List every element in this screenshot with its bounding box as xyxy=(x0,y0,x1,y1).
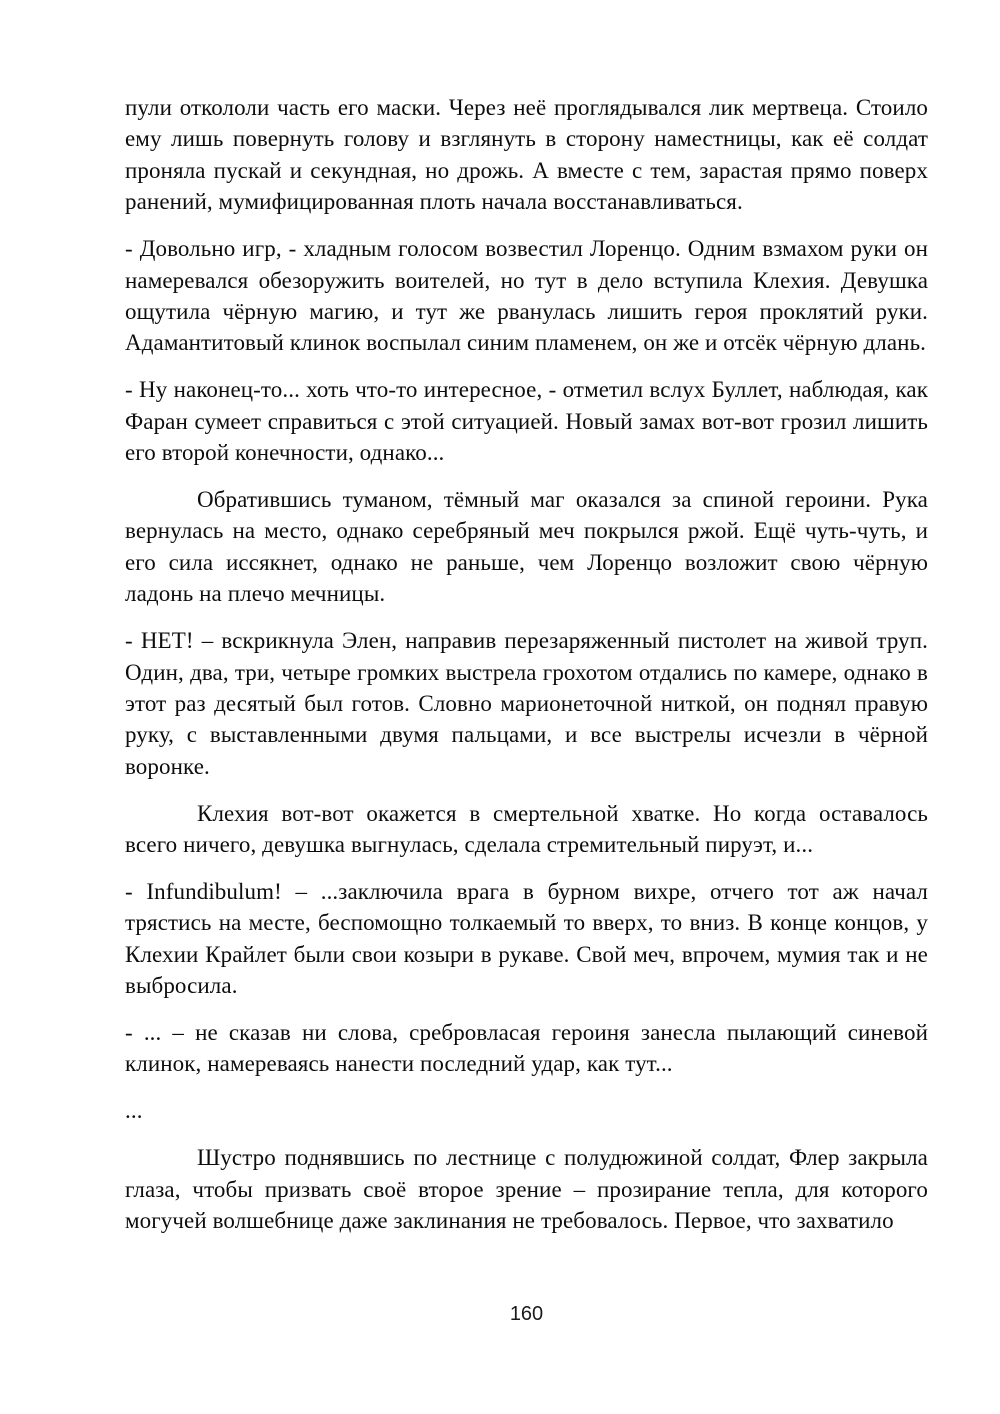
paragraph: - Довольно игр, - хладным голосом возвестил Лоренцо. Одним взмахом руки он намеревался обезоружить воителей, но тут в дело вступила Клехия. Девушка ощутила чёрную магию, и тут же рванулась лишить героя проклятий руки. Адамантитовый клинок воспылал синим пламенем, он же и отсёк чёрную длань. xyxy=(125,236,928,356)
paragraph: пули откололи часть его маски. Через неё проглядывался лик мертвеца. Стоило ему лишь повернуть голову и взглянуть в сторону наместницы, как её солдат проняла пускай и секундная, но дрожь. А вместе с тем, зарастая прямо поверх ранений, мумифицированная плоть начала восстанавливаться. xyxy=(125,95,928,215)
paragraph: Шустро поднявшись по лестнице с полудюжиной солдат, Флер закрыла глаза, чтобы призвать своё второе зрение – прозирание тепла, для которого могучей волшебнице даже заклинания не требовалось. Первое, что захватило xyxy=(125,1145,928,1234)
paragraph: ... xyxy=(125,1098,143,1124)
document-body xyxy=(125,92,928,1252)
paragraph: - ... – не сказав ни слова, сребровласая героиня занесла пылающий синевой клинок, намереваясь нанести последний удар, как тут... xyxy=(125,1020,928,1077)
paragraph: Обратившись туманом, тёмный маг оказался за спиной героини. Рука вернулась на место, однако серебряный меч покрылся ржой. Ещё чуть-чуть, и его сила иссякнет, однако не раньше, чем Лоренцо возложит свою чёрную ладонь на плечо мечницы. xyxy=(125,486,928,607)
paragraph: - Ну наконец-то... хоть что-то интересное, - отметил вслух Буллет, наблюдая, как Фаран сумеет справиться с этой ситуацией. Новый замах вот-вот грозил лишить его второй конечности, однако... xyxy=(125,377,928,466)
paragraph: Клехия вот-вот окажется в смертельной хватке. Но когда оставалось всего ничего, девушка выгнулась, сделала стремительный пируэт, и... xyxy=(125,800,928,858)
paragraph: - Infundibulum! – ...заключила врага в бурном вихре, отчего тот аж начал трястись на месте, беспомощно толкаемый то вверх, то вниз. В конце концов, у Клехии Крайлет были свои козыри в рукаве. Свой меч, впрочем, мумия так и не выбросила. xyxy=(125,878,928,999)
page-number: 160 xyxy=(509,1303,544,1325)
paragraph: - НЕТ! – вскрикнула Элен, направив перезаряженный пистолет на живой труп. Один, два, три, четыре громких выстрела грохотом отдались по камере, однако в этот раз десятый был готов. Словно марионеточной ниткой, он поднял правую руку, с выставленными двумя пальцами, и все выстрелы исчезли в чёрной воронке. xyxy=(125,628,928,779)
